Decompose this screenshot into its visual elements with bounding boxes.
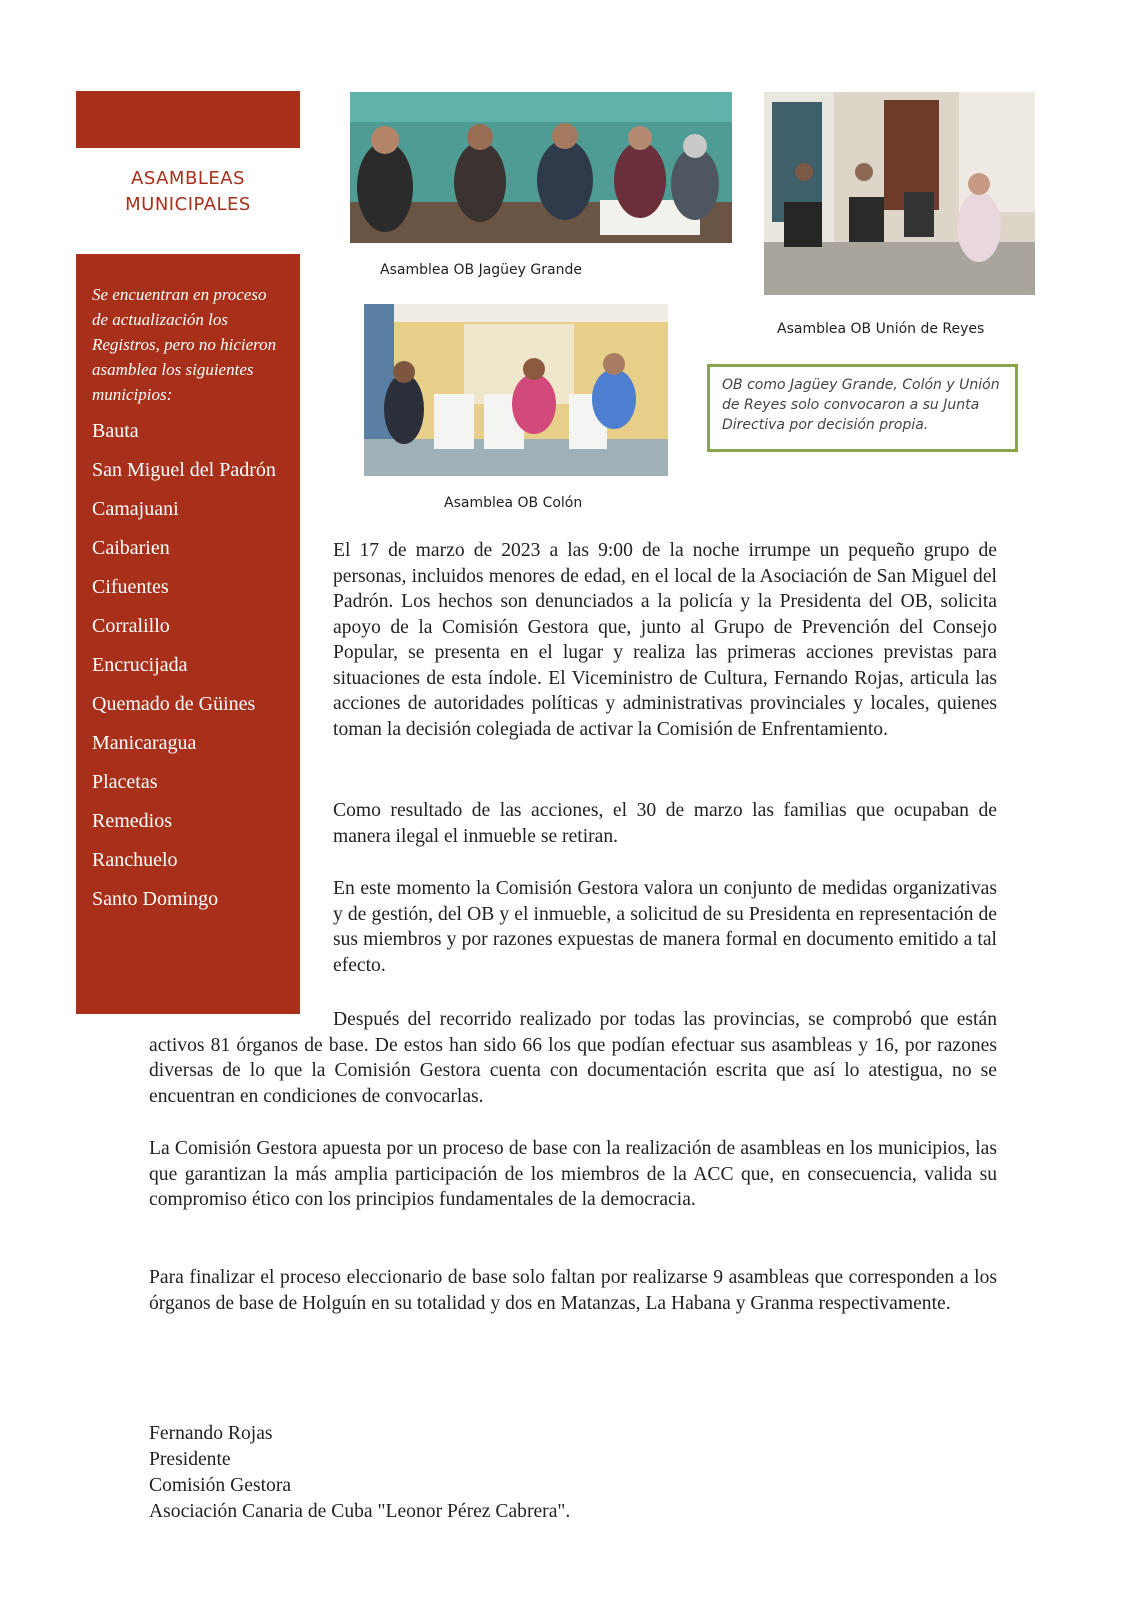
paragraph-3: En este momento la Comisión Gestora valora un conjunto de medidas organizativas y de gestión, del OB y el inmueble, a solicitud de su Presidenta en representación de sus miembros y por razones expuestas de manera formal en documento emitido a tal efecto. (333, 878, 997, 976)
signature-role: Presidente (149, 1449, 231, 1470)
signature-org: Asociación Canaria de Cuba "Leonor Pérez Cabrera". (149, 1501, 571, 1522)
paragraph-2: Como resultado de las acciones, el 30 de marzo las familias que ocupaban de manera ilegal el inmueble se retiran. (333, 800, 997, 847)
photo-jaguey-grande (350, 92, 732, 243)
municipality-item: Ranchuelo (92, 849, 178, 871)
municipality-item: Encrucijada (92, 654, 188, 676)
sidebar-intro: Se encuentran en proceso de actualización los Registros, pero no hicieron asamblea los siguientes municipios: (92, 285, 277, 404)
municipality-item: Corralillo (92, 615, 170, 637)
paragraph-5: La Comisión Gestora apuesta por un proceso de base con la realización de asambleas en los municipios, las que garantizan la más amplia participación de los miembros de la ACC que, en consecuencia, valida su compromiso ético con los principios fundamentales de la democracia. (149, 1138, 997, 1210)
signature-name: Fernando Rojas (149, 1423, 273, 1444)
municipality-item: Bauta (92, 420, 139, 442)
municipality-item: Manicaragua (92, 732, 197, 754)
paragraph-1: El 17 de marzo de 2023 a las 9:00 de la noche irrumpe un pequeño grupo de personas, incluidos menores de edad, en el local de la Asociación de San Miguel del Padrón. Los hechos son denunciados a la policía y la Presidenta del OB, solicita apoyo de la Comisión Gestora que, junto al Grupo de Prevención del Consejo Popular, se presenta en el lugar y realiza las primeras acciones previstas para situaciones de esta índole. El Viceministro de Cultura, Fernando Rojas, articula las acciones de autoridades políticas y administrativas provinciales y locales, quienes toman la decisión colegiada de activar la Comisión de Enfrentamiento. (333, 540, 997, 740)
photo-colon (364, 304, 668, 476)
signature-block (149, 1421, 849, 1525)
caption-union-de-reyes: Asamblea OB Unión de Reyes (777, 321, 985, 337)
sidebar-panel (76, 254, 300, 1014)
paragraph-4: Después del recorrido realizado por todas las provincias, se comprobó que están activos 81 órganos de base. De estos han sido 66 los que podían efectuar sus asambleas y 16, por razones diversas de lo que la Comisión Gestora cuenta con documentación escrita que así lo atestigua, no se encuentran en condiciones de convocarlas. (149, 1009, 997, 1107)
sidebar-title (76, 166, 300, 218)
note-box: OB como Jagüey Grande, Colón y Unión de Reyes solo convocaron a su Junta Directiva por decisión propia. (707, 364, 1018, 452)
paragraph-6: Para finalizar el proceso eleccionario de base solo faltan por realizarse 9 asambleas que corresponden a los órganos de base de Holguín en su totalidad y dos en Matanzas, La Habana y Granma respectivamente. (149, 1267, 997, 1314)
photo-union-de-reyes (764, 92, 1035, 295)
municipality-item: Quemado de Güines (92, 693, 256, 715)
municipality-list (92, 417, 286, 913)
municipality-item: San Miguel del Padrón (92, 459, 276, 481)
caption-colon: Asamblea OB Colón (444, 495, 583, 511)
municipality-item: Camajuani (92, 498, 179, 520)
sidebar-title-line1: ASAMBLEAS (131, 168, 245, 189)
signature-body: Comisión Gestora (149, 1475, 292, 1496)
municipality-item: Remedios (92, 810, 172, 832)
municipality-item: Santo Domingo (92, 888, 219, 910)
municipality-item: Cifuentes (92, 576, 169, 598)
sidebar-title-line2: MUNICIPALES (125, 194, 251, 215)
municipality-item: Placetas (92, 771, 158, 793)
caption-jaguey-grande: Asamblea OB Jagüey Grande (380, 262, 582, 278)
municipality-item: Caibarien (92, 537, 170, 559)
sidebar-header-bar (76, 91, 300, 148)
